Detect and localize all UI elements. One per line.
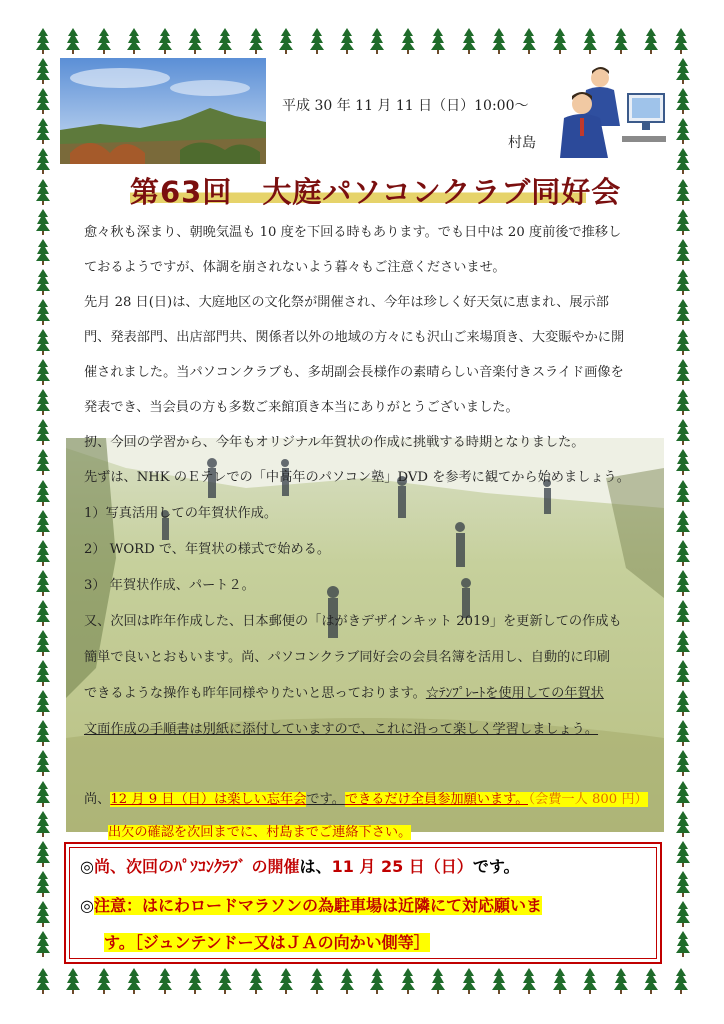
template-note: ☆ﾃﾝﾌﾟﾚｰﾄを使用しての年賀状 bbox=[425, 686, 604, 701]
tree-icon bbox=[676, 88, 690, 114]
tree-icon bbox=[36, 299, 50, 325]
tree-icon bbox=[583, 968, 597, 994]
tree-icon bbox=[401, 968, 415, 994]
tree-icon bbox=[676, 359, 690, 385]
tree-icon bbox=[614, 968, 628, 994]
tree-icon bbox=[676, 148, 690, 174]
tree-icon bbox=[36, 28, 50, 54]
tree-icon bbox=[676, 58, 690, 84]
tree-icon bbox=[522, 968, 536, 994]
tree-icon bbox=[431, 28, 445, 54]
party-notice-line-1: 尚、12 月 9 日（日）は楽しい忘年会です。できるだけ全員参加願います。（会費一人 800 円） bbox=[84, 792, 648, 807]
notice-next-meeting: ◎尚、次回のﾊﾟｿｺﾝｸﾗﾌﾞ の開催は、11 月 25 日（日）です。 bbox=[80, 857, 520, 876]
party-attendance-highlight: できるだけ全員参加願います。 bbox=[344, 792, 529, 807]
page-title: 第63回 大庭パソコンクラブ同好会 bbox=[130, 170, 586, 206]
tree-icon bbox=[676, 690, 690, 716]
tree-icon bbox=[462, 28, 476, 54]
tree-icon bbox=[644, 28, 658, 54]
tree-icon bbox=[66, 28, 80, 54]
tree-icon bbox=[676, 449, 690, 475]
tree-icon bbox=[66, 968, 80, 994]
tree-icon bbox=[249, 28, 263, 54]
tree-icon bbox=[36, 968, 50, 994]
tree-icon bbox=[676, 750, 690, 776]
tree-icon bbox=[676, 239, 690, 265]
tree-icon bbox=[97, 28, 111, 54]
paragraph-2-line-1: 先月 28 日(日)は、大庭地区の文化祭が開催され、今年は珍しく好天気に恵まれ、展示部 bbox=[84, 295, 609, 310]
tree-icon bbox=[676, 630, 690, 656]
notice-parking-line-2: す。［ジュンテンドー又はＪＡの向かい側等］ bbox=[104, 933, 430, 952]
paragraph-3-line-2: 先ずは、NHK のＥテレでの「中高年のパソコン塾」DVD を参考に観てから始めましょう。 bbox=[84, 470, 630, 485]
tree-icon bbox=[36, 58, 50, 84]
landscape-photo bbox=[60, 58, 266, 164]
tree-icon bbox=[36, 931, 50, 957]
tree-icon bbox=[676, 179, 690, 205]
tree-icon bbox=[310, 28, 324, 54]
tree-icon bbox=[97, 968, 111, 994]
party-notice-line-2 bbox=[108, 821, 411, 840]
tree-icon bbox=[676, 570, 690, 596]
tree-icon bbox=[36, 600, 50, 626]
tree-icon bbox=[36, 449, 50, 475]
tree-icon bbox=[36, 510, 50, 536]
tree-icon bbox=[188, 968, 202, 994]
tree-icon bbox=[36, 209, 50, 235]
tree-icon bbox=[249, 968, 263, 994]
tree-icon bbox=[676, 720, 690, 746]
tree-icon bbox=[676, 480, 690, 506]
tree-icon bbox=[614, 28, 628, 54]
tree-icon bbox=[676, 781, 690, 807]
tree-icon bbox=[36, 148, 50, 174]
tree-icon bbox=[676, 329, 690, 355]
tree-icon bbox=[370, 28, 384, 54]
tree-icon bbox=[36, 389, 50, 415]
office-workers-clipart bbox=[558, 64, 670, 168]
tree-icon bbox=[36, 570, 50, 596]
tree-icon bbox=[36, 269, 50, 295]
tree-icon bbox=[36, 480, 50, 506]
paragraph-2-line-2: 門、発表部門、出店部門共、関係者以外の地域の方々にも沢山ご来場頂き、大変賑やかに開 bbox=[84, 330, 625, 345]
tree-icon bbox=[36, 118, 50, 144]
paragraph-4-line-2: 簡単で良いとおもいます。尚、パソコンクラブ同好会の会員名簿を活用し、自動的に印刷 bbox=[84, 650, 610, 665]
paragraph-2-line-4: 発表でき、当会員の方も多数ご来館頂き本当にありがとうございました。 bbox=[84, 400, 519, 415]
tree-icon bbox=[36, 811, 50, 837]
tree-icon bbox=[340, 28, 354, 54]
tree-icon bbox=[279, 28, 293, 54]
tree-icon bbox=[158, 968, 172, 994]
tree-icon bbox=[676, 841, 690, 867]
tree-icon bbox=[340, 968, 354, 994]
tree-icon bbox=[36, 630, 50, 656]
tree-icon bbox=[522, 28, 536, 54]
list-item-3: 3） 年賀状作成、パート２。 bbox=[84, 578, 255, 593]
tree-icon bbox=[492, 968, 506, 994]
tree-icon bbox=[36, 720, 50, 746]
tree-icon bbox=[674, 28, 688, 54]
tree-icon bbox=[36, 781, 50, 807]
tree-icon bbox=[127, 28, 141, 54]
tree-icon bbox=[676, 811, 690, 837]
tree-icon bbox=[188, 28, 202, 54]
tree-icon bbox=[218, 28, 232, 54]
tree-icon bbox=[676, 931, 690, 957]
list-item-2: 2） WORD で、年賀状の様式で始める。 bbox=[84, 542, 331, 557]
tree-icon bbox=[401, 28, 415, 54]
paragraph-2-line-3: 催されました。当パソコンクラブも、多胡副会長様作の素晴らしい音楽付きスライド画像を bbox=[84, 365, 624, 380]
list-item-1: 1）写真活用しての年賀状作成。 bbox=[84, 506, 278, 521]
tree-icon bbox=[553, 968, 567, 994]
tree-icon bbox=[676, 901, 690, 927]
paragraph-3-line-1: 扨、今回の学習から、今年もオリジナル年賀状の作成に挑戦する時期となりました。 bbox=[84, 435, 585, 450]
tree-icon bbox=[218, 968, 232, 994]
rsvp-highlight: 出欠の確認を次回までに、村島までご連絡下さい。 bbox=[108, 825, 412, 840]
tree-icon bbox=[158, 28, 172, 54]
tree-icon bbox=[36, 179, 50, 205]
tree-icon bbox=[553, 28, 567, 54]
tree-icon bbox=[676, 389, 690, 415]
paragraph-4-line-3: できるような操作も昨年同様やりたいと思っております。☆ﾃﾝﾌﾟﾚｰﾄを使用しての年賀状 bbox=[84, 686, 604, 701]
tree-icon bbox=[36, 871, 50, 897]
tree-icon bbox=[279, 968, 293, 994]
author-name: 村島 bbox=[508, 135, 536, 151]
tree-icon bbox=[36, 660, 50, 686]
tree-icon bbox=[676, 118, 690, 144]
tree-icon bbox=[36, 419, 50, 445]
tree-icon bbox=[36, 359, 50, 385]
tree-icon bbox=[36, 690, 50, 716]
party-date-highlight: 12 月 9 日（日）は楽しい忘年会 bbox=[110, 792, 307, 807]
paragraph-1-line-2: ておるようですが、体調を崩されないよう暮々もご注意くださいませ。 bbox=[84, 260, 506, 275]
tree-icon bbox=[674, 968, 688, 994]
tree-icon bbox=[492, 28, 506, 54]
hill-running-photo bbox=[66, 438, 664, 832]
tree-icon bbox=[36, 901, 50, 927]
tree-icon bbox=[36, 540, 50, 566]
tree-icon bbox=[676, 871, 690, 897]
tree-icon bbox=[127, 968, 141, 994]
tree-icon bbox=[310, 968, 324, 994]
tree-icon bbox=[36, 841, 50, 867]
tree-icon bbox=[36, 329, 50, 355]
tree-icon bbox=[676, 299, 690, 325]
tree-icon bbox=[676, 540, 690, 566]
tree-icon bbox=[370, 968, 384, 994]
paragraph-1-line-1: 愈々秋も深まり、朝晩気温も 10 度を下回る時もあります。でも日中は 20 度前後で推移し bbox=[84, 225, 622, 240]
tree-icon bbox=[676, 209, 690, 235]
tree-icon bbox=[644, 968, 658, 994]
event-date: 平成 30 年 11 月 11 日（日）10:00〜 bbox=[282, 98, 529, 114]
paragraph-4-line-4: 文面作成の手順書は別紙に添付していますので、これに沿って楽しく学習しましょう。 bbox=[84, 722, 599, 737]
tree-icon bbox=[676, 660, 690, 686]
tree-icon bbox=[583, 28, 597, 54]
tree-icon bbox=[36, 239, 50, 265]
tree-icon bbox=[676, 419, 690, 445]
tree-icon bbox=[36, 750, 50, 776]
tree-icon bbox=[36, 88, 50, 114]
paragraph-4-line-1: 又、次回は昨年作成した、日本郵便の「はがきデザインキット 2019」を更新しての作成も bbox=[84, 614, 622, 629]
party-fee-highlight: （会費一人 800 円） bbox=[528, 792, 648, 807]
tree-icon bbox=[462, 968, 476, 994]
tree-icon bbox=[676, 510, 690, 536]
tree-icon bbox=[676, 269, 690, 295]
notice-parking-line-1: ◎注意：はにわロードマラソンの為駐車場は近隣にて対応願いま bbox=[80, 896, 542, 915]
tree-icon bbox=[676, 600, 690, 626]
tree-icon bbox=[431, 968, 445, 994]
